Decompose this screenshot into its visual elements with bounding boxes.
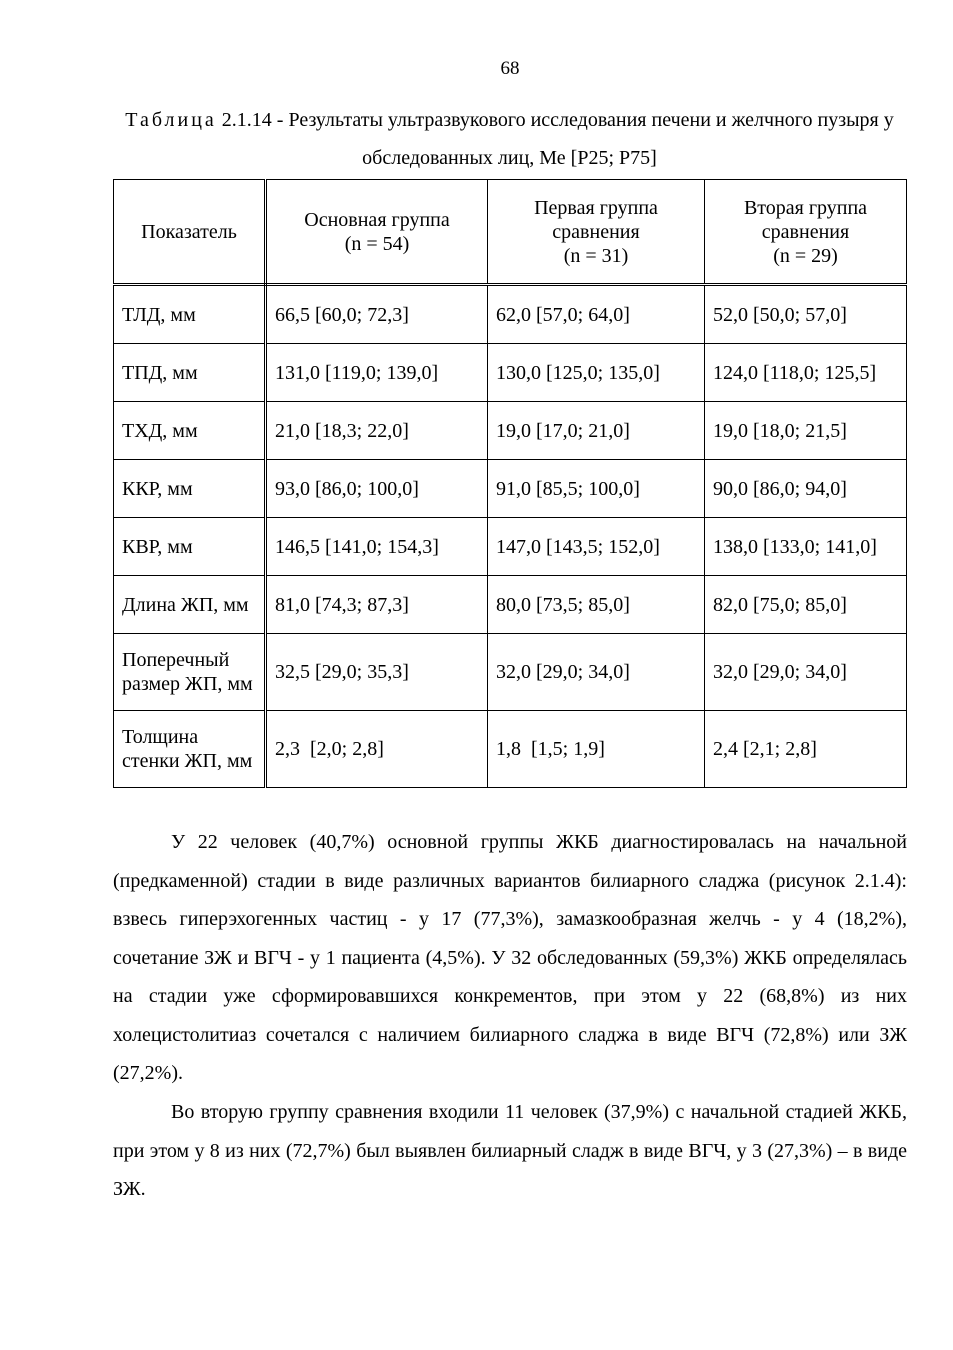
indicator-cell: ТЛД, мм <box>114 285 266 344</box>
first-group-cell: 91,0 [85,5; 100,0] <box>488 460 705 518</box>
main-group-cell: 131,0 [119,0; 139,0] <box>266 344 488 402</box>
results-table <box>113 179 907 788</box>
first-group-cell: 80,0 [73,5; 85,0] <box>488 576 705 634</box>
second-group-cell: 90,0 [86,0; 94,0] <box>705 460 907 518</box>
table-row <box>114 634 907 711</box>
second-group-cell: 138,0 [133,0; 141,0] <box>705 518 907 576</box>
indicator-cell: Толщина стенки ЖП, мм <box>114 711 266 788</box>
main-group-cell: 21,0 [18,3; 22,0] <box>266 402 488 460</box>
header-main-group-label: Основная группа (n = 54) <box>304 208 450 255</box>
table-body <box>114 285 907 788</box>
header-first-group-label: Первая группа сравнения (n = 31) <box>534 196 658 267</box>
second-group-cell: 32,0 [29,0; 34,0] <box>705 634 907 711</box>
indicator-cell: ТПД, мм <box>114 344 266 402</box>
indicator-cell: ККР, мм <box>114 460 266 518</box>
main-group-cell: 81,0 [74,3; 87,3] <box>266 576 488 634</box>
table-row <box>114 711 907 788</box>
main-group-cell: 66,5 [60,0; 72,3] <box>266 285 488 344</box>
header-indicator-label: Показатель <box>141 220 237 243</box>
table-row <box>114 344 907 402</box>
paragraph: Во вторую группу сравнения входили 11 человек (37,9%) с начальной стадией ЖКБ, при этом у 8 из них (72,7%) был выявлен билиарный сладж в виде ВГЧ, у 3 (27,3%) – в виде ЗЖ. <box>113 1101 907 1200</box>
second-group-cell: 19,0 [18,0; 21,5] <box>705 402 907 460</box>
page-number: 68 <box>500 58 520 79</box>
main-group-cell: 146,5 [141,0; 154,3] <box>266 518 488 576</box>
header-second-group-label: Вторая группа сравнения (n = 29) <box>743 196 868 267</box>
first-group-cell: 147,0 [143,5; 152,0] <box>488 518 705 576</box>
main-group-cell: 2,3 [2,0; 2,8] <box>266 711 488 788</box>
header-indicator <box>114 180 266 285</box>
first-group-cell: 62,0 [57,0; 64,0] <box>488 285 705 344</box>
first-group-cell: 19,0 [17,0; 21,0] <box>488 402 705 460</box>
table-row <box>114 285 907 344</box>
table-header-row <box>114 180 907 285</box>
header-first-group <box>488 180 705 285</box>
indicator-cell: Длина ЖП, мм <box>114 576 266 634</box>
second-group-cell: 124,0 [118,0; 125,5] <box>705 344 907 402</box>
indicator-cell: Поперечный размер ЖП, мм <box>114 634 266 711</box>
header-second-group <box>705 180 907 285</box>
first-group-cell: 32,0 [29,0; 34,0] <box>488 634 705 711</box>
table-row <box>114 576 907 634</box>
table-row <box>114 402 907 460</box>
first-group-cell: 130,0 [125,0; 135,0] <box>488 344 705 402</box>
header-main-group <box>266 180 488 285</box>
main-group-cell: 32,5 [29,0; 35,3] <box>266 634 488 711</box>
second-group-cell: 2,4 [2,1; 2,8] <box>705 711 907 788</box>
caption-text: 2.1.14 - Результаты ультразвукового исследования печени и желчного пузыря у обследованных лиц, Ме [Р25; Р75] <box>216 109 894 169</box>
table-row <box>114 518 907 576</box>
table-row <box>114 460 907 518</box>
main-group-cell: 93,0 [86,0; 100,0] <box>266 460 488 518</box>
paragraph: У 22 человек (40,7%) основной группы ЖКБ диагностировалась на начальной (предкаменной) стадии в виде различных вариантов билиарного сладжа (рисунок 2.1.4): взвесь гиперэхогенных частиц - у 17 (77,3%), замазкообразная желчь - у 4 (18,2%), сочетание ЗЖ и ВГЧ - у 1 пациента (4,5%). У 32 обследованных (59,3%) ЖКБ определялась на стадии уже сформировавшихся конкрементов, при этом у 22 (68,8%) из них холецистолитиаз сочетался с наличием билиарного сладжа в виде ВГЧ (72,8%) или ЗЖ (27,2%). <box>113 831 907 1084</box>
first-group-cell: 1,8 [1,5; 1,9] <box>488 711 705 788</box>
caption-label: Таблица <box>125 109 217 131</box>
table-caption <box>112 101 907 177</box>
second-group-cell: 52,0 [50,0; 57,0] <box>705 285 907 344</box>
indicator-cell: ТХД, мм <box>114 402 266 460</box>
indicator-cell: КВР, мм <box>114 518 266 576</box>
second-group-cell: 82,0 [75,0; 85,0] <box>705 576 907 634</box>
